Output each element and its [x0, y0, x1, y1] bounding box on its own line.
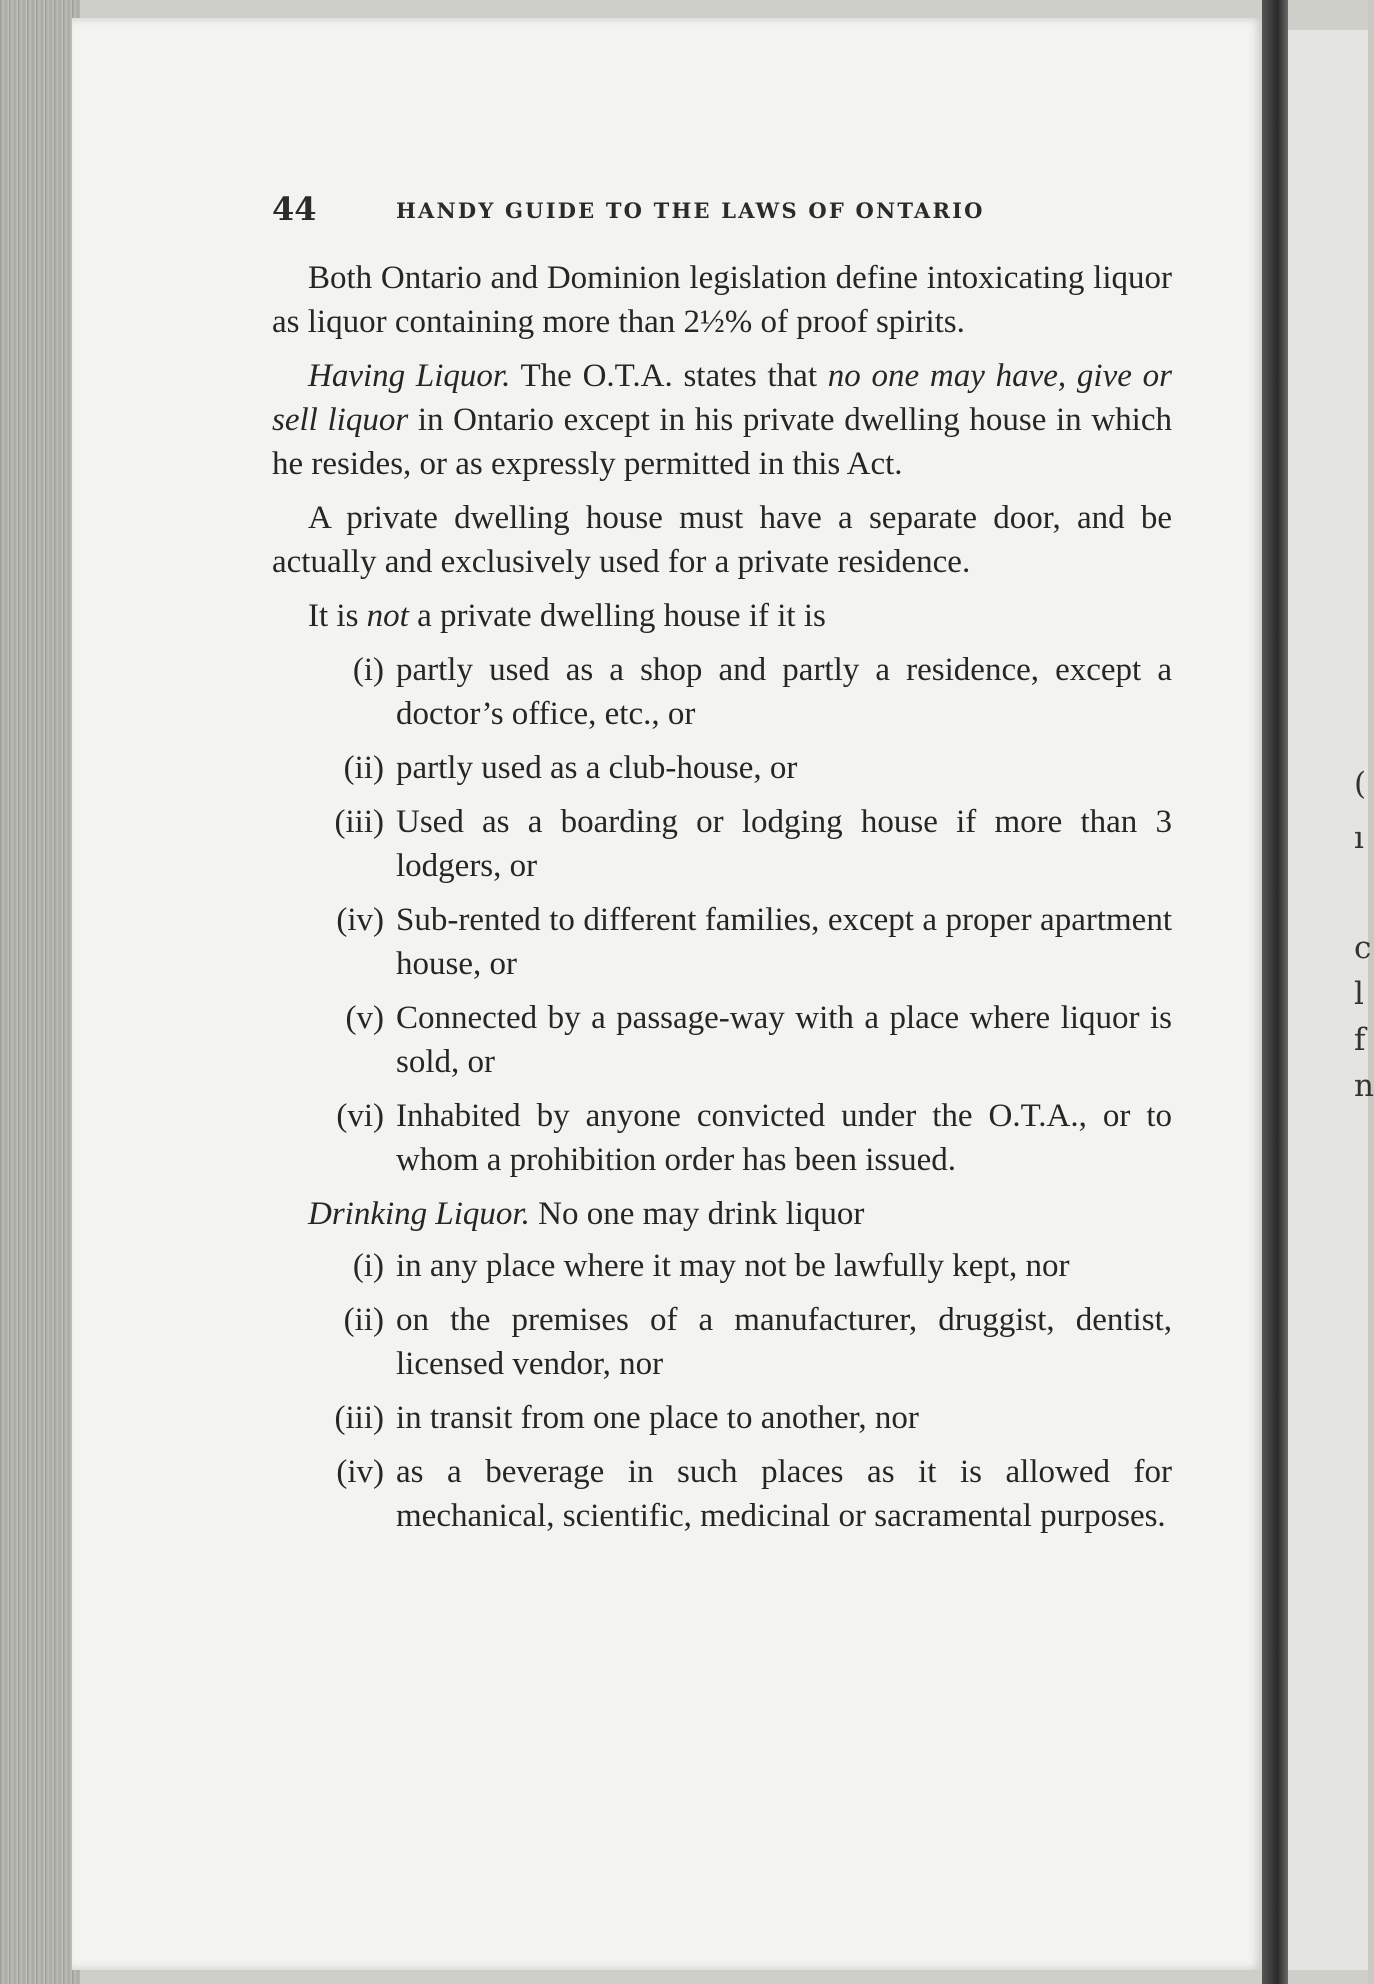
page-number: 44	[272, 190, 317, 228]
list-item-text: in any place where it may not be lawfully kept, nor	[396, 1248, 1070, 1284]
facing-page-edge	[1288, 30, 1374, 1970]
not-dwelling-text-a: It is	[308, 598, 367, 634]
having-liquor-text-b: in Ontario except in his private dwelling house in which he resides, or as expressly permitted in this Act.	[272, 402, 1172, 482]
list-item-text: in transit from one place to another, nor	[396, 1400, 919, 1436]
facing-page-fragment: ı	[1354, 820, 1364, 856]
list-item	[272, 1298, 1172, 1386]
list-item-number: (v)	[345, 1000, 384, 1036]
page-header	[272, 190, 1172, 228]
dwelling-exclusions-list	[272, 648, 1172, 1182]
book-gutter	[1262, 0, 1288, 1984]
having-liquor-emphasis: no one may have, give or sell liquor	[272, 358, 1172, 438]
paragraph-having-liquor	[272, 354, 1172, 486]
list-item-text: partly used as a shop and partly a residence, except a doctor’s office, etc., or	[396, 652, 1172, 732]
list-item-text: on the premises of a manufacturer, druggist, dentist, licensed vendor, nor	[396, 1302, 1172, 1382]
list-item-text: partly used as a club-house, or	[396, 750, 798, 786]
paragraph-definition: Both Ontario and Dominion legislation define intoxicating liquor as liquor containing more than 2½% of proof spirits.	[272, 260, 1172, 340]
list-item-number: (iii)	[334, 1400, 384, 1436]
facing-page-fragment: l	[1354, 976, 1364, 1012]
body-text	[272, 256, 1172, 1548]
paragraph-not-dwelling	[272, 594, 1172, 638]
list-item-number: (iii)	[334, 804, 384, 840]
paragraph-dwelling-house: A private dwelling house must have a separate door, and be actually and exclusively used for a private residence.	[272, 500, 1172, 580]
list-item	[272, 1450, 1172, 1538]
drinking-liquor-text: No one may drink liquor	[529, 1196, 865, 1232]
facing-page-fragment: n	[1354, 1068, 1374, 1104]
having-liquor-text-a: The O.T.A. states that	[510, 358, 828, 394]
not-dwelling-emphasis: not	[366, 598, 409, 634]
list-item	[272, 800, 1172, 888]
list-item-text: Inhabited by anyone convicted under the O.T.A., or to whom a prohibition order has been issued.	[396, 1098, 1172, 1178]
list-item	[272, 746, 1172, 790]
list-item-number: (ii)	[343, 750, 384, 786]
facing-page-fragment: f	[1354, 1022, 1366, 1058]
list-item-number: (i)	[352, 652, 384, 688]
list-item-text: Sub-rented to different families, except a proper apartment house, or	[396, 902, 1172, 982]
list-item-number: (i)	[352, 1248, 384, 1284]
list-item-number: (iv)	[336, 902, 384, 938]
list-item-text: Connected by a passage-way with a place where liquor is sold, or	[396, 1000, 1172, 1080]
list-item-text: as a beverage in such places as it is allowed for mechanical, scientific, medicinal or sacramental purposes.	[396, 1454, 1172, 1534]
list-item	[272, 648, 1172, 736]
facing-page-fragment: c	[1354, 930, 1372, 966]
list-item-number: (ii)	[343, 1302, 384, 1338]
list-item-number: (vi)	[336, 1098, 384, 1134]
list-item	[272, 1244, 1172, 1288]
list-item-text: Used as a boarding or lodging house if more than 3 lodgers, or	[396, 804, 1172, 884]
running-title: HANDY GUIDE TO THE LAWS OF ONTARIO	[396, 198, 985, 223]
drinking-restrictions-list	[272, 1244, 1172, 1538]
list-item	[272, 1396, 1172, 1440]
paragraph-drinking-liquor	[272, 1192, 1172, 1236]
facing-page-fragment: (	[1354, 766, 1367, 802]
list-item-number: (iv)	[336, 1454, 384, 1490]
list-item	[272, 1094, 1172, 1182]
list-item	[272, 996, 1172, 1084]
list-item	[272, 898, 1172, 986]
section-heading-drinking-liquor: Drinking Liquor.	[308, 1196, 530, 1232]
section-heading-having-liquor: Having Liquor.	[308, 358, 511, 394]
page-edges	[0, 0, 80, 1984]
not-dwelling-text-b: a private dwelling house if it is	[408, 598, 826, 634]
